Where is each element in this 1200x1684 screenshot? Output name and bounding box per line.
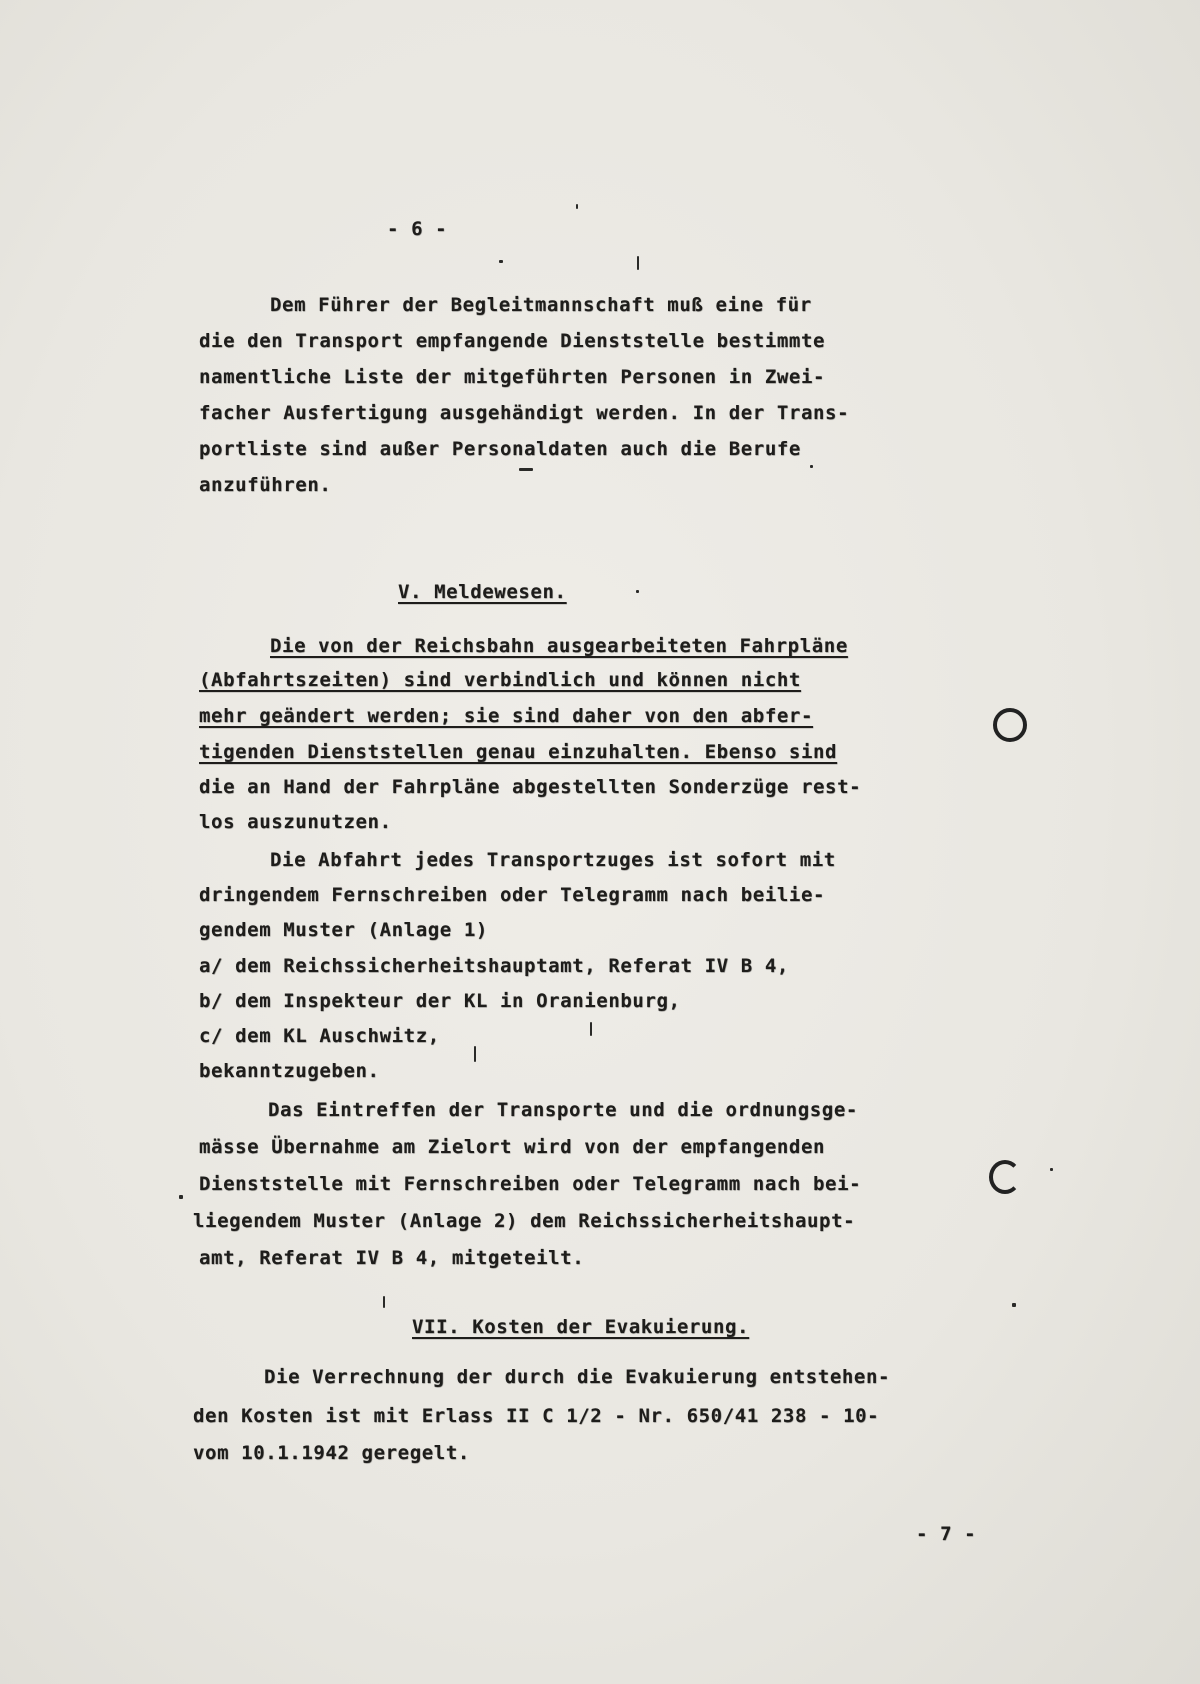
paragraph-line: mässe Übernahme am Zielort wird von der empfangenden — [199, 1136, 826, 1158]
paragraph-line: den Kosten ist mit Erlass II C 1/2 - Nr. 650/41 238 - 10- — [193, 1405, 880, 1427]
paragraph-line: bekanntzugeben. — [199, 1060, 380, 1082]
hole-punch-mark — [989, 1160, 1021, 1194]
paragraph-line: amt, Referat IV B 4, mitgeteilt. — [199, 1247, 585, 1269]
paragraph-line: liegendem Muster (Anlage 2) dem Reichssicherheitshaupt- — [193, 1210, 856, 1232]
copy-speck — [637, 256, 639, 270]
paragraph-line: die den Transport empfangende Dienststelle bestimmte — [199, 330, 826, 352]
paragraph-line: Das Eintreffen der Transporte und die ordnungsge- — [268, 1099, 858, 1121]
copy-speck — [499, 260, 503, 263]
paragraph-line: mehr geändert werden; sie sind daher von den abfer- — [199, 705, 813, 727]
paragraph-line — [199, 743, 837, 762]
paragraph-line: (Abfahrtszeiten) sind verbindlich und können nicht — [199, 669, 801, 691]
underlined-text: tigenden Dienststellen genau einzuhalten. Ebenso sind — [199, 741, 838, 763]
section-heading-v: V. Meldewesen. — [398, 581, 567, 603]
section-heading-vii: VII. Kosten der Evakuierung. — [412, 1316, 750, 1338]
paragraph-line: die an Hand der Fahrpläne abgestellten Sonderzüge rest- — [199, 776, 862, 798]
copy-speck — [474, 1046, 476, 1062]
recipient-item: a/ dem Reichssicherheitshauptamt, Referat IV B 4, — [199, 955, 789, 977]
paragraph-line: namentliche Liste der mitgeführten Personen in Zwei- — [199, 366, 826, 388]
copy-speck — [810, 465, 813, 468]
paragraph-line: Die Abfahrt jedes Transportzuges ist sofort mit — [270, 849, 836, 871]
paragraph-line: gendem Muster (Anlage 1) — [199, 919, 488, 941]
copy-speck — [383, 1296, 385, 1308]
paragraph-line: los auszunutzen. — [199, 811, 392, 833]
paragraph-line: dringendem Fernschreiben oder Telegramm nach beilie- — [199, 884, 826, 906]
paragraph-line: Die Verrechnung der durch die Evakuierung entstehen- — [264, 1366, 891, 1388]
copy-speck — [1012, 1303, 1016, 1307]
page-number-footer: - 7 - — [916, 1523, 977, 1545]
paragraph-line: vom 10.1.1942 geregelt. — [193, 1442, 470, 1464]
hole-punch-mark — [993, 708, 1027, 742]
copy-speck — [519, 468, 533, 471]
page-number-header: - 6 - — [387, 218, 448, 240]
copy-speck — [1050, 1168, 1053, 1171]
copy-speck — [590, 1022, 592, 1036]
paragraph-line: Die von der Reichsbahn ausgearbeiteten Fahrpläne — [270, 635, 848, 657]
paragraph-line: facher Ausfertigung ausgehändigt werden. In der Trans- — [199, 402, 850, 424]
paragraph-line: Dienststelle mit Fernschreiben oder Telegramm nach bei- — [199, 1173, 862, 1195]
copy-speck — [636, 590, 639, 593]
recipient-item: b/ dem Inspekteur der KL in Oranienburg, — [199, 990, 681, 1012]
paragraph-line: anzuführen. — [199, 474, 332, 496]
copy-speck — [576, 204, 578, 209]
recipient-item: c/ dem KL Auschwitz, — [199, 1025, 440, 1047]
paragraph-line: Dem Führer der Begleitmannschaft muß eine für — [270, 294, 812, 316]
copy-speck — [179, 1195, 183, 1199]
paragraph-line: portliste sind außer Personaldaten auch die Berufe — [199, 438, 801, 460]
